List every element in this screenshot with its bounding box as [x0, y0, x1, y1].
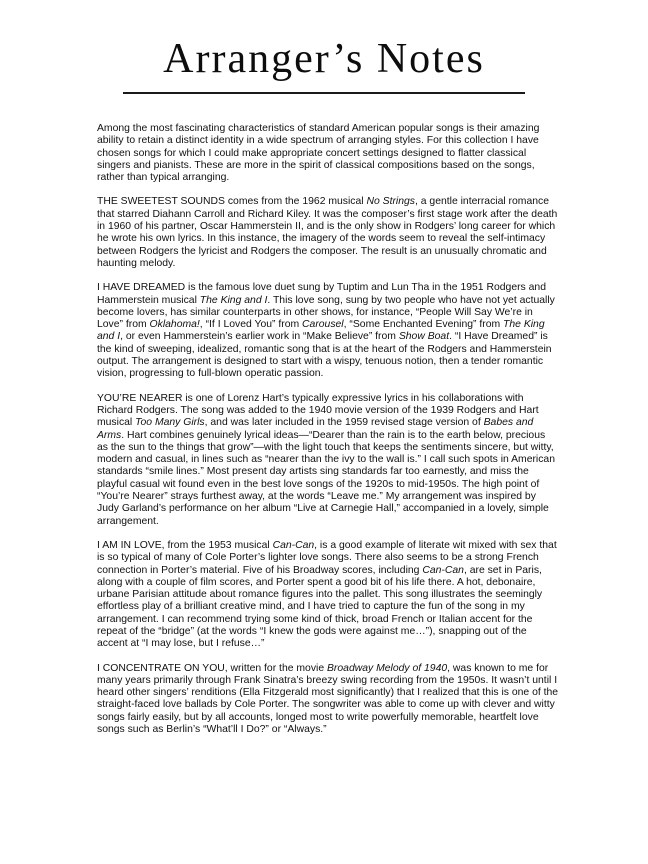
paragraph: I AM IN LOVE, from the 1953 musical Can-Can, is a good example of literate wit mixed with sex that is so typical of many of Cole Porter’s lighter love songs. There also seems to be a strong French connection in Porter’s material. Five of his Broadway scores, including Can-Can, are set in Paris, along with a couple of film scores, and Porter spent a good bit of his life there. A hot, debonaire, urbane Parisian attitude about romance figures into the pallet. This song illustrates the seemingly effortless play of a brilliant creative mind, and I have tried to capture the fun of the song in my arrangement. I can recommend trying some kind of thick, broad French or Italian accent for the repeat of the “bridge” (at the words “I knew the gods were against me…”), snapping out of the accent at “I may lose, but I refuse…” — [97, 539, 557, 650]
paragraph: I HAVE DREAMED is the famous love duet sung by Tuptim and Lun Tha in the 1951 Rodgers and Hammerstein musical The King and I. This love song, sung by two people who have not yet actually become lovers, has similar counterparts in other shows, for instance, “People Will Say We’re in Love” from Oklahoma!, “If I Loved You” from Carousel, “Some Enchanted Evening” from The King and I, or even Hammerstein’s earlier work in “Make Believe” from Show Boat. “I Have Dreamed” is the kind of sweeping, idealized, romantic song that is at the heart of the Rodgers and Hammerstein output. The arrangement is designed to start with a wispy, tenuous notion, then a tender romantic vision, progressing to full-blown operatic passion. — [97, 282, 555, 380]
paragraph: Among the most fascinating characteristics of standard American popular songs is their amazing ability to retain a distinct identity in a wide spectrum of arranging styles. For this collection I have chosen songs for which I could make appropriate concert settings designed to flatter classical singers and pianists. These are more in the spirit of classical compositions based on the songs, rather than typical arranging. — [97, 123, 540, 184]
page-title: Arranger’s Notes — [163, 36, 485, 82]
document-body — [97, 123, 559, 736]
paragraph: THE SWEETEST SOUNDS comes from the 1962 musical No Strings, a gentle interracial romance that starred Diahann Carroll and Richard Kiley. It was the composer’s first stage work after the death in 1960 of his partner, Oscar Hammerstein II, and is the only show in Rodgers’ long career for which he wrote his own lyrics. In this instance, the imagery of the words seem to reveal the self-intimacy between Rodgers the lyricist and Rodgers the composer. The result is an unusually chromatic and haunting melody. — [97, 196, 558, 269]
paragraph: YOU’RE NEARER is one of Lorenz Hart’s typically expressive lyrics in his collaborations with Richard Rodgers. The song was added to the 1940 movie version of the 1939 Rodgers and Hart musical Too Many Girls, and was later included in the 1959 revised stage version of Babes and Arms. Hart combines genuinely lyrical ideas—“Dearer than the rain is to the earth below, precious as the sun to the things that grow”—with the light touch that keeps the sentiments sincere, but witty, modern and casual, in lines such as “nearer than the ivy to the wall is.” I call such spots in American standards “smile lines.” Most present day artists sing standards far too earnestly, and miss the playful casual wit found even in the best love songs of the 1920s to mid-1950s. The high point of “You’re Nearer” strays furthest away, at the words “Leave me.” My arrangement was inspired by Judy Garland’s performance on her album “Live at Carnegie Hall,” accompanied in a lovely, simple arrangement. — [97, 392, 555, 527]
title-divider — [123, 92, 525, 94]
paragraph: I CONCENTRATE ON YOU, written for the movie Broadway Melody of 1940, was known to me for many years primarily through Frank Sinatra’s breezy swing recording from the 1950s. It wasn’t until I heard other singers’ renditions (Ella Fitzgerald most significantly) that I realized that this is one of the straight-faced love ballads by Cole Porter. The songwriter was able to come up with clever and witty songs fairly easily, but by all accounts, longed most to write powerfully memorable, heartfelt love songs such as Berlin’s “What’ll I Do?” or “Always.” — [97, 662, 559, 736]
